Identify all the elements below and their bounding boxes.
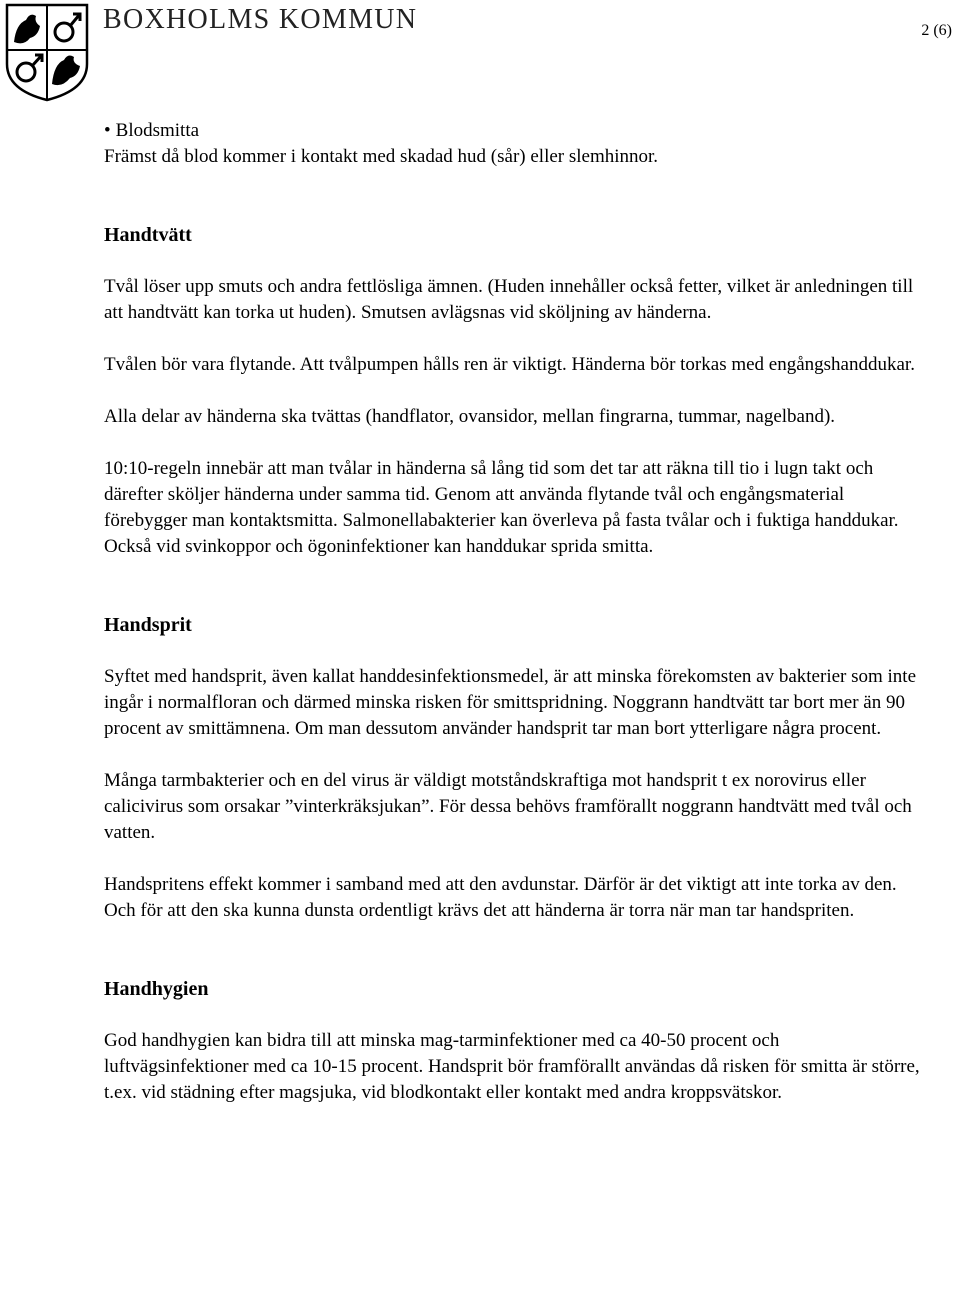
document-body xyxy=(104,118,924,1106)
heading-handsprit: Handsprit xyxy=(104,614,192,636)
paragraph-handsprit-3: Handspritens effekt kommer i samband med att den avdunstar. Därför är det viktigt att inte torka av den. Och för att den ska kunna dunsta ordentligt krävs det att händerna är torra när man tar handspriten. xyxy=(104,874,897,921)
paragraph-handtvatt-2: Tvålen bör vara flytande. Att tvålpumpen hålls ren är viktigt. Händerna bör torkas med engångshanddukar. xyxy=(104,354,915,375)
page-header xyxy=(0,0,960,110)
heading-handhygien: Handhygien xyxy=(104,978,209,1000)
heading-handtvatt: Handtvätt xyxy=(104,224,192,246)
paragraph-handhygien-1: God handhygien kan bidra till att minska mag-tarminfektioner med ca 40-50 procent och luftvägsinfektioner med ca 10-15 procent. Handsprit bör framförallt användas då risken för smitta är större, t.ex. vid städning efter magsjuka, vid blodkontakt eller kontakt med andra kroppsvätskor. xyxy=(104,1030,920,1103)
paragraph-handtvatt-4: 10:10-regeln innebär att man tvålar in händerna så lång tid som det tar att räkna till tio i lugn takt och därefter sköljer händerna under samma tid. Genom att använda flytande tvål och engångsmaterial förebygger man kontaktsmitta. Salmonellabakterier kan överleva på fasta tvålar och i fuktiga handdukar. Också vid svinkoppor och ögoninfektioner kan handdukar sprida smitta. xyxy=(104,458,899,557)
municipal-crest-icon xyxy=(4,2,90,102)
paragraph-handtvatt-1: Tvål löser upp smuts och andra fettlösliga ämnen. (Huden innehåller också fetter, vilket är anledningen till att handtvätt kan torka ut huden). Smutsen avlägsnas vid sköljning av händerna. xyxy=(104,276,914,323)
paragraph-handsprit-1: Syftet med handsprit, även kallat handdesinfektionsmedel, är att minska förekomsten av bakterier som inte ingår i normalfloran och därmed minska risken för smittspridning. Noggrann handtvätt tar bort mer än 90 procent av smittämnena. Om man dessutom använder handsprit tar man bort ytterligare några procent. xyxy=(104,666,917,739)
page-number: 2 (6) xyxy=(921,22,952,39)
org-name: BOXHOLMS KOMMUN xyxy=(103,4,418,35)
paragraph-handtvatt-3: Alla delar av händerna ska tvättas (handflator, ovansidor, mellan fingrarna, tummar, nagelband). xyxy=(104,406,836,427)
paragraph-handsprit-2: Många tarmbakterier och en del virus är väldigt motståndskraftiga mot handsprit t ex norovirus eller calicivirus som orsakar ”vinterkräksjukan”. För dessa behövs framförallt noggrann handtvätt med tvål och vatten. xyxy=(104,770,912,843)
bullet-text: Främst då blod kommer i kontakt med skadad hud (sår) eller slemhinnor. xyxy=(104,146,659,167)
bullet-title: • Blodsmitta xyxy=(104,118,924,144)
